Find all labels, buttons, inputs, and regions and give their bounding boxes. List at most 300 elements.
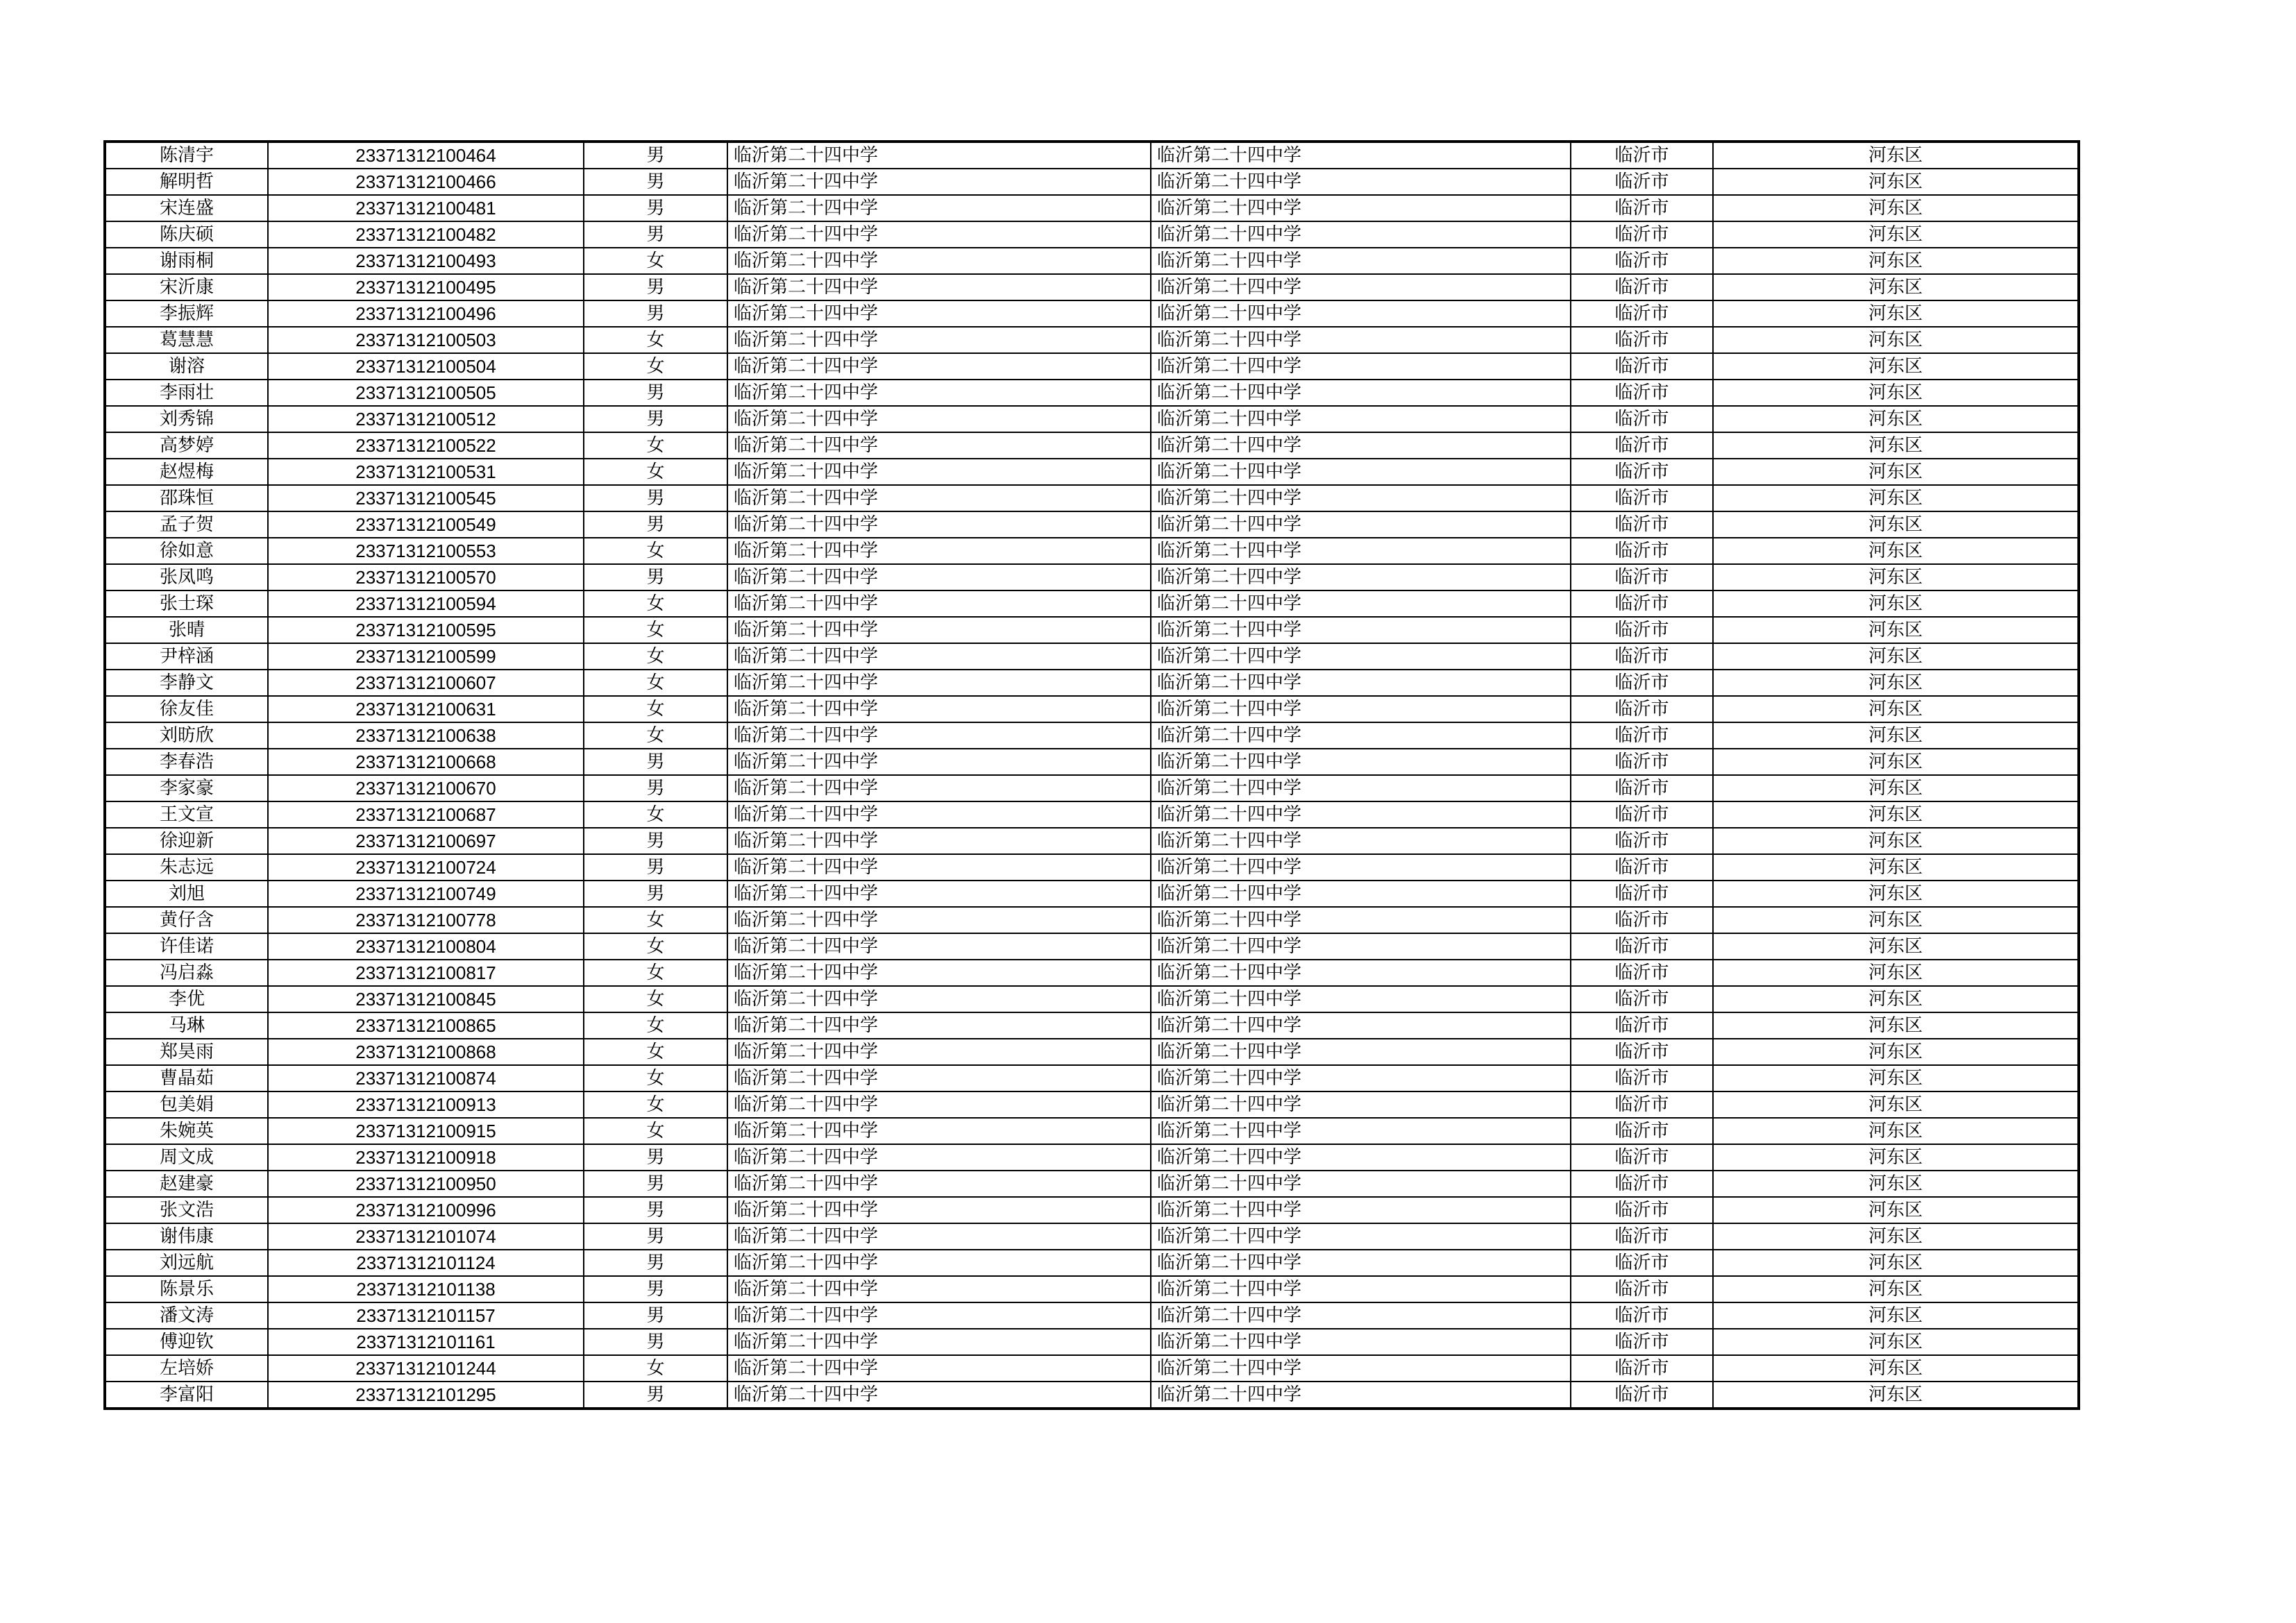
- student-name-cell: 朱志远: [105, 854, 268, 881]
- gender-cell: 男: [584, 1302, 727, 1329]
- admitting-school-cell: 临沂第二十四中学: [1151, 485, 1571, 511]
- district-cell: 河东区: [1713, 590, 2079, 617]
- student-name-cell: 张晴: [105, 617, 268, 643]
- school-cell: 临沂第二十四中学: [727, 380, 1151, 406]
- school-cell: 临沂第二十四中学: [727, 881, 1151, 907]
- exam-number-cell: 23371312100607: [268, 670, 584, 696]
- exam-number-cell: 23371312100466: [268, 169, 584, 195]
- gender-cell: 女: [584, 696, 727, 722]
- table-row: [105, 327, 2079, 353]
- admitting-school-cell: 临沂第二十四中学: [1151, 1012, 1571, 1039]
- admitting-school-cell: 临沂第二十四中学: [1151, 696, 1571, 722]
- exam-number-cell: 23371312100697: [268, 828, 584, 854]
- school-cell: 临沂第二十四中学: [727, 643, 1151, 670]
- district-cell: 河东区: [1713, 248, 2079, 274]
- admitting-school-cell: 临沂第二十四中学: [1151, 300, 1571, 327]
- exam-number-cell: 23371312100493: [268, 248, 584, 274]
- school-cell: 临沂第二十四中学: [727, 274, 1151, 300]
- district-cell: 河东区: [1713, 1118, 2079, 1144]
- admitting-school-cell: 临沂第二十四中学: [1151, 960, 1571, 986]
- city-cell: 临沂市: [1571, 854, 1713, 881]
- admitting-school-cell: 临沂第二十四中学: [1151, 1144, 1571, 1171]
- student-name-cell: 马琳: [105, 1012, 268, 1039]
- gender-cell: 男: [584, 169, 727, 195]
- gender-cell: 男: [584, 221, 727, 248]
- district-cell: 河东区: [1713, 775, 2079, 801]
- table-row: [105, 1302, 2079, 1329]
- exam-number-cell: 23371312100778: [268, 907, 584, 933]
- table-row: [105, 1197, 2079, 1223]
- city-cell: 临沂市: [1571, 1171, 1713, 1197]
- student-table: [103, 140, 2080, 1410]
- school-cell: 临沂第二十四中学: [727, 1250, 1151, 1276]
- exam-number-cell: 23371312100668: [268, 749, 584, 775]
- student-name-cell: 王文宣: [105, 801, 268, 828]
- admitting-school-cell: 临沂第二十四中学: [1151, 1276, 1571, 1302]
- gender-cell: 男: [584, 511, 727, 538]
- student-name-cell: 宋连盛: [105, 195, 268, 221]
- school-cell: 临沂第二十四中学: [727, 485, 1151, 511]
- student-name-cell: 曹晶茹: [105, 1065, 268, 1091]
- table-row: [105, 986, 2079, 1012]
- school-cell: 临沂第二十四中学: [727, 432, 1151, 459]
- school-cell: 临沂第二十四中学: [727, 1144, 1151, 1171]
- admitting-school-cell: 临沂第二十四中学: [1151, 1382, 1571, 1409]
- district-cell: 河东区: [1713, 617, 2079, 643]
- table-row: [105, 1012, 2079, 1039]
- gender-cell: 男: [584, 828, 727, 854]
- district-cell: 河东区: [1713, 274, 2079, 300]
- city-cell: 临沂市: [1571, 1382, 1713, 1409]
- exam-number-cell: 23371312100570: [268, 564, 584, 590]
- district-cell: 河东区: [1713, 960, 2079, 986]
- exam-number-cell: 23371312100638: [268, 722, 584, 749]
- city-cell: 临沂市: [1571, 722, 1713, 749]
- school-cell: 临沂第二十四中学: [727, 564, 1151, 590]
- school-cell: 临沂第二十四中学: [727, 142, 1151, 169]
- admitting-school-cell: 临沂第二十四中学: [1151, 142, 1571, 169]
- exam-number-cell: 23371312100915: [268, 1118, 584, 1144]
- school-cell: 临沂第二十四中学: [727, 590, 1151, 617]
- table-row: [105, 142, 2079, 169]
- district-cell: 河东区: [1713, 881, 2079, 907]
- district-cell: 河东区: [1713, 142, 2079, 169]
- admitting-school-cell: 临沂第二十四中学: [1151, 538, 1571, 564]
- table-row: [105, 828, 2079, 854]
- exam-number-cell: 23371312100481: [268, 195, 584, 221]
- exam-number-cell: 23371312100845: [268, 986, 584, 1012]
- student-name-cell: 谢伟康: [105, 1223, 268, 1250]
- exam-number-cell: 23371312101244: [268, 1355, 584, 1382]
- school-cell: 临沂第二十四中学: [727, 1329, 1151, 1355]
- exam-number-cell: 23371312101157: [268, 1302, 584, 1329]
- admitting-school-cell: 临沂第二十四中学: [1151, 274, 1571, 300]
- city-cell: 临沂市: [1571, 670, 1713, 696]
- city-cell: 临沂市: [1571, 169, 1713, 195]
- table-row: [105, 1250, 2079, 1276]
- city-cell: 临沂市: [1571, 1197, 1713, 1223]
- exam-number-cell: 23371312100549: [268, 511, 584, 538]
- exam-number-cell: 23371312100595: [268, 617, 584, 643]
- gender-cell: 女: [584, 670, 727, 696]
- district-cell: 河东区: [1713, 169, 2079, 195]
- table-row: [105, 722, 2079, 749]
- city-cell: 临沂市: [1571, 1091, 1713, 1118]
- district-cell: 河东区: [1713, 1039, 2079, 1065]
- city-cell: 临沂市: [1571, 248, 1713, 274]
- district-cell: 河东区: [1713, 353, 2079, 380]
- table-row: [105, 195, 2079, 221]
- district-cell: 河东区: [1713, 1012, 2079, 1039]
- table-row: [105, 353, 2079, 380]
- student-name-cell: 李优: [105, 986, 268, 1012]
- exam-number-cell: 23371312100505: [268, 380, 584, 406]
- admitting-school-cell: 临沂第二十四中学: [1151, 1065, 1571, 1091]
- admitting-school-cell: 临沂第二十四中学: [1151, 854, 1571, 881]
- table-body: [105, 142, 2079, 1409]
- gender-cell: 女: [584, 353, 727, 380]
- city-cell: 临沂市: [1571, 1355, 1713, 1382]
- school-cell: 临沂第二十四中学: [727, 907, 1151, 933]
- admitting-school-cell: 临沂第二十四中学: [1151, 828, 1571, 854]
- student-name-cell: 邵珠恒: [105, 485, 268, 511]
- gender-cell: 男: [584, 300, 727, 327]
- admitting-school-cell: 临沂第二十四中学: [1151, 380, 1571, 406]
- city-cell: 临沂市: [1571, 1039, 1713, 1065]
- district-cell: 河东区: [1713, 195, 2079, 221]
- school-cell: 临沂第二十四中学: [727, 353, 1151, 380]
- student-name-cell: 张凤鸣: [105, 564, 268, 590]
- exam-number-cell: 23371312100687: [268, 801, 584, 828]
- table-row: [105, 933, 2079, 960]
- city-cell: 临沂市: [1571, 142, 1713, 169]
- exam-number-cell: 23371312100522: [268, 432, 584, 459]
- city-cell: 临沂市: [1571, 485, 1713, 511]
- gender-cell: 女: [584, 1091, 727, 1118]
- district-cell: 河东区: [1713, 538, 2079, 564]
- exam-number-cell: 23371312100482: [268, 221, 584, 248]
- district-cell: 河东区: [1713, 933, 2079, 960]
- gender-cell: 女: [584, 1065, 727, 1091]
- table-row: [105, 801, 2079, 828]
- gender-cell: 男: [584, 1250, 727, 1276]
- exam-number-cell: 23371312100724: [268, 854, 584, 881]
- gender-cell: 男: [584, 195, 727, 221]
- table-row: [105, 1171, 2079, 1197]
- admitting-school-cell: 临沂第二十四中学: [1151, 248, 1571, 274]
- table-row: [105, 564, 2079, 590]
- school-cell: 临沂第二十四中学: [727, 248, 1151, 274]
- student-name-cell: 张士琛: [105, 590, 268, 617]
- table-row: [105, 459, 2079, 485]
- table-row: [105, 643, 2079, 670]
- city-cell: 临沂市: [1571, 1329, 1713, 1355]
- student-name-cell: 赵建豪: [105, 1171, 268, 1197]
- table-row: [105, 881, 2079, 907]
- admitting-school-cell: 临沂第二十四中学: [1151, 1223, 1571, 1250]
- city-cell: 临沂市: [1571, 380, 1713, 406]
- city-cell: 临沂市: [1571, 459, 1713, 485]
- admitting-school-cell: 临沂第二十四中学: [1151, 617, 1571, 643]
- district-cell: 河东区: [1713, 1065, 2079, 1091]
- city-cell: 临沂市: [1571, 221, 1713, 248]
- district-cell: 河东区: [1713, 1144, 2079, 1171]
- gender-cell: 女: [584, 907, 727, 933]
- city-cell: 临沂市: [1571, 1012, 1713, 1039]
- student-name-cell: 谢雨桐: [105, 248, 268, 274]
- school-cell: 临沂第二十四中学: [727, 1091, 1151, 1118]
- table-row: [105, 670, 2079, 696]
- district-cell: 河东区: [1713, 643, 2079, 670]
- city-cell: 临沂市: [1571, 1302, 1713, 1329]
- district-cell: 河东区: [1713, 459, 2079, 485]
- exam-number-cell: 23371312101124: [268, 1250, 584, 1276]
- admitting-school-cell: 临沂第二十四中学: [1151, 1355, 1571, 1382]
- city-cell: 临沂市: [1571, 643, 1713, 670]
- exam-number-cell: 23371312100804: [268, 933, 584, 960]
- exam-number-cell: 23371312100496: [268, 300, 584, 327]
- exam-number-cell: 23371312100670: [268, 775, 584, 801]
- gender-cell: 女: [584, 432, 727, 459]
- student-name-cell: 刘旭: [105, 881, 268, 907]
- city-cell: 临沂市: [1571, 195, 1713, 221]
- city-cell: 临沂市: [1571, 432, 1713, 459]
- admitting-school-cell: 临沂第二十四中学: [1151, 511, 1571, 538]
- school-cell: 临沂第二十四中学: [727, 1065, 1151, 1091]
- district-cell: 河东区: [1713, 221, 2079, 248]
- city-cell: 临沂市: [1571, 749, 1713, 775]
- gender-cell: 男: [584, 749, 727, 775]
- school-cell: 临沂第二十四中学: [727, 327, 1151, 353]
- admitting-school-cell: 临沂第二十四中学: [1151, 670, 1571, 696]
- table-row: [105, 590, 2079, 617]
- gender-cell: 女: [584, 1355, 727, 1382]
- student-name-cell: 郑昊雨: [105, 1039, 268, 1065]
- exam-number-cell: 23371312100553: [268, 538, 584, 564]
- district-cell: 河东区: [1713, 300, 2079, 327]
- admitting-school-cell: 临沂第二十四中学: [1151, 590, 1571, 617]
- school-cell: 临沂第二十四中学: [727, 1012, 1151, 1039]
- school-cell: 临沂第二十四中学: [727, 511, 1151, 538]
- city-cell: 临沂市: [1571, 1118, 1713, 1144]
- table-row: [105, 274, 2079, 300]
- city-cell: 临沂市: [1571, 1250, 1713, 1276]
- city-cell: 临沂市: [1571, 801, 1713, 828]
- table-row: [105, 775, 2079, 801]
- admitting-school-cell: 临沂第二十四中学: [1151, 406, 1571, 432]
- school-cell: 临沂第二十四中学: [727, 775, 1151, 801]
- table-row: [105, 1223, 2079, 1250]
- admitting-school-cell: 临沂第二十四中学: [1151, 195, 1571, 221]
- gender-cell: 男: [584, 406, 727, 432]
- school-cell: 临沂第二十四中学: [727, 459, 1151, 485]
- exam-number-cell: 23371312100996: [268, 1197, 584, 1223]
- school-cell: 临沂第二十四中学: [727, 1223, 1151, 1250]
- table-row: [105, 1065, 2079, 1091]
- city-cell: 临沂市: [1571, 406, 1713, 432]
- school-cell: 临沂第二十四中学: [727, 1355, 1151, 1382]
- gender-cell: 男: [584, 485, 727, 511]
- district-cell: 河东区: [1713, 696, 2079, 722]
- student-name-cell: 包美娟: [105, 1091, 268, 1118]
- school-cell: 临沂第二十四中学: [727, 933, 1151, 960]
- city-cell: 临沂市: [1571, 564, 1713, 590]
- exam-number-cell: 23371312100531: [268, 459, 584, 485]
- school-cell: 临沂第二十四中学: [727, 169, 1151, 195]
- student-name-cell: 许佳诺: [105, 933, 268, 960]
- exam-number-cell: 23371312100918: [268, 1144, 584, 1171]
- table-row: [105, 432, 2079, 459]
- district-cell: 河东区: [1713, 406, 2079, 432]
- student-name-cell: 傅迎钦: [105, 1329, 268, 1355]
- city-cell: 临沂市: [1571, 1223, 1713, 1250]
- table-row: [105, 169, 2079, 195]
- student-name-cell: 陈清宇: [105, 142, 268, 169]
- district-cell: 河东区: [1713, 327, 2079, 353]
- admitting-school-cell: 临沂第二十四中学: [1151, 1171, 1571, 1197]
- school-cell: 临沂第二十四中学: [727, 195, 1151, 221]
- district-cell: 河东区: [1713, 511, 2079, 538]
- student-name-cell: 左培娇: [105, 1355, 268, 1382]
- student-name-cell: 宋沂康: [105, 274, 268, 300]
- gender-cell: 女: [584, 617, 727, 643]
- district-cell: 河东区: [1713, 380, 2079, 406]
- gender-cell: 男: [584, 1276, 727, 1302]
- school-cell: 临沂第二十四中学: [727, 300, 1151, 327]
- gender-cell: 男: [584, 380, 727, 406]
- student-name-cell: 陈景乐: [105, 1276, 268, 1302]
- school-cell: 临沂第二十四中学: [727, 1382, 1151, 1409]
- school-cell: 临沂第二十四中学: [727, 986, 1151, 1012]
- school-cell: 临沂第二十四中学: [727, 1276, 1151, 1302]
- exam-number-cell: 23371312100545: [268, 485, 584, 511]
- exam-number-cell: 23371312100913: [268, 1091, 584, 1118]
- school-cell: 临沂第二十四中学: [727, 221, 1151, 248]
- student-name-cell: 陈庆硕: [105, 221, 268, 248]
- gender-cell: 女: [584, 933, 727, 960]
- school-cell: 临沂第二十四中学: [727, 960, 1151, 986]
- table-row: [105, 221, 2079, 248]
- student-name-cell: 潘文涛: [105, 1302, 268, 1329]
- gender-cell: 女: [584, 1118, 727, 1144]
- city-cell: 临沂市: [1571, 300, 1713, 327]
- exam-number-cell: 23371312100865: [268, 1012, 584, 1039]
- student-name-cell: 徐如意: [105, 538, 268, 564]
- student-name-cell: 张文浩: [105, 1197, 268, 1223]
- exam-number-cell: 23371312101074: [268, 1223, 584, 1250]
- admitting-school-cell: 临沂第二十四中学: [1151, 327, 1571, 353]
- exam-number-cell: 23371312101295: [268, 1382, 584, 1409]
- student-name-cell: 李富阳: [105, 1382, 268, 1409]
- district-cell: 河东区: [1713, 670, 2079, 696]
- gender-cell: 男: [584, 564, 727, 590]
- district-cell: 河东区: [1713, 749, 2079, 775]
- gender-cell: 男: [584, 854, 727, 881]
- city-cell: 临沂市: [1571, 907, 1713, 933]
- school-cell: 临沂第二十四中学: [727, 617, 1151, 643]
- table-row: [105, 511, 2079, 538]
- student-name-cell: 李雨壮: [105, 380, 268, 406]
- district-cell: 河东区: [1713, 1250, 2079, 1276]
- admitting-school-cell: 临沂第二十四中学: [1151, 907, 1571, 933]
- table-row: [105, 485, 2079, 511]
- district-cell: 河东区: [1713, 828, 2079, 854]
- district-cell: 河东区: [1713, 801, 2079, 828]
- gender-cell: 男: [584, 1197, 727, 1223]
- student-name-cell: 朱婉英: [105, 1118, 268, 1144]
- student-name-cell: 刘昉欣: [105, 722, 268, 749]
- gender-cell: 女: [584, 248, 727, 274]
- student-name-cell: 刘远航: [105, 1250, 268, 1276]
- exam-number-cell: 23371312100817: [268, 960, 584, 986]
- district-cell: 河东区: [1713, 854, 2079, 881]
- table-row: [105, 406, 2079, 432]
- table-row: [105, 617, 2079, 643]
- school-cell: 临沂第二十四中学: [727, 406, 1151, 432]
- city-cell: 临沂市: [1571, 511, 1713, 538]
- school-cell: 临沂第二十四中学: [727, 854, 1151, 881]
- table-row: [105, 1382, 2079, 1409]
- school-cell: 临沂第二十四中学: [727, 801, 1151, 828]
- school-cell: 临沂第二十四中学: [727, 722, 1151, 749]
- district-cell: 河东区: [1713, 722, 2079, 749]
- district-cell: 河东区: [1713, 1382, 2079, 1409]
- gender-cell: 女: [584, 960, 727, 986]
- gender-cell: 女: [584, 590, 727, 617]
- city-cell: 临沂市: [1571, 1144, 1713, 1171]
- exam-number-cell: 23371312100599: [268, 643, 584, 670]
- city-cell: 临沂市: [1571, 775, 1713, 801]
- admitting-school-cell: 临沂第二十四中学: [1151, 564, 1571, 590]
- school-cell: 临沂第二十四中学: [727, 749, 1151, 775]
- admitting-school-cell: 临沂第二十四中学: [1151, 881, 1571, 907]
- table-row: [105, 1091, 2079, 1118]
- student-name-cell: 解明哲: [105, 169, 268, 195]
- city-cell: 临沂市: [1571, 590, 1713, 617]
- gender-cell: 女: [584, 327, 727, 353]
- admitting-school-cell: 临沂第二十四中学: [1151, 169, 1571, 195]
- student-name-cell: 徐迎新: [105, 828, 268, 854]
- student-name-cell: 李家豪: [105, 775, 268, 801]
- exam-number-cell: 23371312100868: [268, 1039, 584, 1065]
- district-cell: 河东区: [1713, 485, 2079, 511]
- gender-cell: 男: [584, 1144, 727, 1171]
- gender-cell: 男: [584, 274, 727, 300]
- student-name-cell: 赵煜梅: [105, 459, 268, 485]
- exam-number-cell: 23371312100512: [268, 406, 584, 432]
- exam-number-cell: 23371312101138: [268, 1276, 584, 1302]
- student-name-cell: 李静文: [105, 670, 268, 696]
- admitting-school-cell: 临沂第二十四中学: [1151, 1039, 1571, 1065]
- city-cell: 临沂市: [1571, 828, 1713, 854]
- exam-number-cell: 23371312100503: [268, 327, 584, 353]
- exam-number-cell: 23371312100631: [268, 696, 584, 722]
- city-cell: 临沂市: [1571, 538, 1713, 564]
- table-row: [105, 854, 2079, 881]
- student-name-cell: 谢溶: [105, 353, 268, 380]
- school-cell: 临沂第二十四中学: [727, 1302, 1151, 1329]
- student-name-cell: 冯启淼: [105, 960, 268, 986]
- gender-cell: 女: [584, 538, 727, 564]
- table-row: [105, 696, 2079, 722]
- exam-number-cell: 23371312100950: [268, 1171, 584, 1197]
- district-cell: 河东区: [1713, 1355, 2079, 1382]
- gender-cell: 男: [584, 1223, 727, 1250]
- admitting-school-cell: 临沂第二十四中学: [1151, 722, 1571, 749]
- student-name-cell: 孟子贺: [105, 511, 268, 538]
- exam-number-cell: 23371312100504: [268, 353, 584, 380]
- exam-number-cell: 23371312100749: [268, 881, 584, 907]
